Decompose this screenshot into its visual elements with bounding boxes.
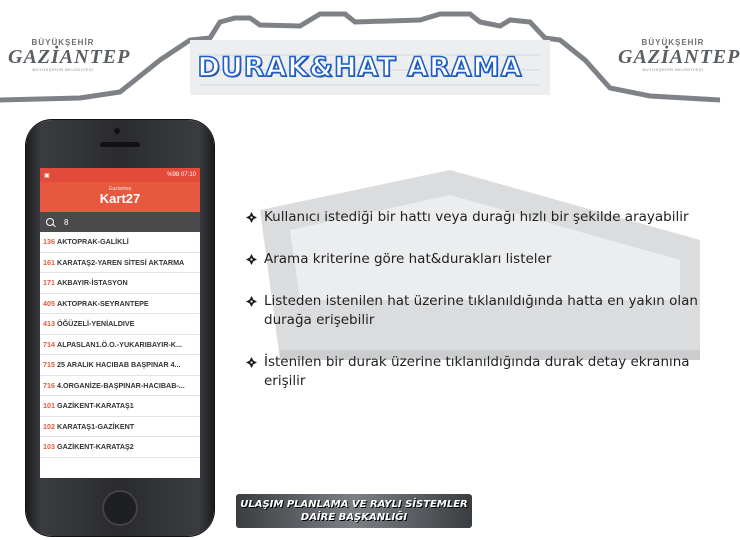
speaker-grille xyxy=(100,142,140,147)
route-name: AKTOPRAK-GALİKLİ xyxy=(57,237,129,247)
route-number: 413 xyxy=(43,319,55,329)
feature-text: Kullanıcı istediği bir hattı veya durağı hızlı bir şekilde arayabilir xyxy=(264,209,689,225)
list-item[interactable] xyxy=(40,314,200,335)
list-item[interactable] xyxy=(40,355,200,376)
list-item[interactable] xyxy=(40,232,200,253)
route-name: GAZİKENT-KARATAŞ1 xyxy=(57,401,134,411)
route-number: 103 xyxy=(43,442,55,452)
phone-mockup xyxy=(26,120,214,536)
route-name: 4.ORGANİZE-BAŞPINAR-HACIBAB-... xyxy=(57,380,185,390)
footer-banner xyxy=(236,494,472,528)
diamond-bullet-icon xyxy=(246,357,257,368)
camera-icon xyxy=(114,128,120,134)
feature-text: Listeden istenilen hat üzerine tıklanıldığında hatta en yakın olan durağa erişebilir xyxy=(264,293,698,328)
logo-left-main: GAZİANTEP xyxy=(8,46,131,68)
route-name: KARATAŞ1-GAZİKENT xyxy=(57,421,135,431)
list-item[interactable] xyxy=(40,273,200,294)
route-name: ÖĞÜZELİ-YENİALDIVE xyxy=(57,319,135,329)
route-number: 161 xyxy=(43,257,55,267)
route-number: 101 xyxy=(43,401,55,411)
route-name: GAZİKENT-KARATAŞ2 xyxy=(57,442,134,452)
list-item[interactable] xyxy=(40,253,200,274)
feature-item xyxy=(244,353,704,391)
feature-item xyxy=(244,208,704,227)
list-item[interactable] xyxy=(40,437,200,458)
app-bar xyxy=(40,182,200,212)
route-name: AKTOPRAK-SEYRANTEPE xyxy=(57,298,149,308)
list-item[interactable] xyxy=(40,396,200,417)
logo-left-sub: BÜYÜKŞEHİR BELEDİYESİ xyxy=(32,67,94,72)
logo-right-top: BÜYÜKŞEHİR xyxy=(641,38,705,47)
route-name: AKBAYIR-İSTASYON xyxy=(57,278,128,288)
page-title: DURAK&HAT ARAMA xyxy=(197,52,523,83)
route-number: 405 xyxy=(43,298,55,308)
route-number: 102 xyxy=(43,421,55,431)
feature-list xyxy=(244,208,704,391)
footer-line-1: ULAŞIM PLANLAMA VE RAYLI SİSTEMLER xyxy=(240,499,468,510)
route-name: 25 ARALIK HACIBAB BAŞPINAR 4... xyxy=(57,360,181,370)
search-input[interactable]: 8 xyxy=(64,217,69,227)
feature-text: İstenilen bir durak üzerine tıklanıldığında durak detay ekranına erişilir xyxy=(264,354,690,389)
list-item[interactable] xyxy=(40,417,200,438)
route-name: KARATAŞ2-YAREN SİTESİ AKTARMA xyxy=(57,257,185,267)
diamond-bullet-icon xyxy=(246,254,257,265)
search-bar[interactable] xyxy=(40,212,200,232)
phone-screen xyxy=(40,168,200,478)
logo-right-sub: BÜYÜKŞEHİR BELEDİYESİ xyxy=(642,67,704,72)
list-item[interactable] xyxy=(40,294,200,315)
logo-right-main: GAZİANTEP xyxy=(618,46,740,68)
route-name: ALPASLAN1.Ö.O.-YUKARIBAYIR-K... xyxy=(57,339,182,349)
footer-line-2: DAİRE BAŞKANLIĞI xyxy=(300,512,408,523)
route-number: 136 xyxy=(43,237,55,247)
feature-text: Arama kriterine göre hat&durakları listeler xyxy=(264,251,552,267)
diamond-bullet-icon xyxy=(246,296,257,307)
feature-item xyxy=(244,250,704,269)
feature-item xyxy=(244,292,704,330)
status-left-icon: ▣ xyxy=(44,172,50,179)
status-bar xyxy=(40,168,200,182)
logo-left-top: BÜYÜKŞEHİR xyxy=(31,38,95,47)
diamond-bullet-icon xyxy=(246,212,257,223)
route-number: 716 xyxy=(43,380,55,390)
app-subtitle: Gaziantep xyxy=(108,186,132,192)
app-name: Kart27 xyxy=(99,191,141,206)
route-number: 171 xyxy=(43,278,55,288)
home-button xyxy=(102,490,138,526)
route-number: 715 xyxy=(43,360,55,370)
route-number: 714 xyxy=(43,339,55,349)
search-icon xyxy=(46,218,54,226)
status-right-text: %98 07:10 xyxy=(167,172,196,178)
list-item[interactable] xyxy=(40,376,200,397)
route-list xyxy=(40,232,200,458)
list-item[interactable] xyxy=(40,335,200,356)
